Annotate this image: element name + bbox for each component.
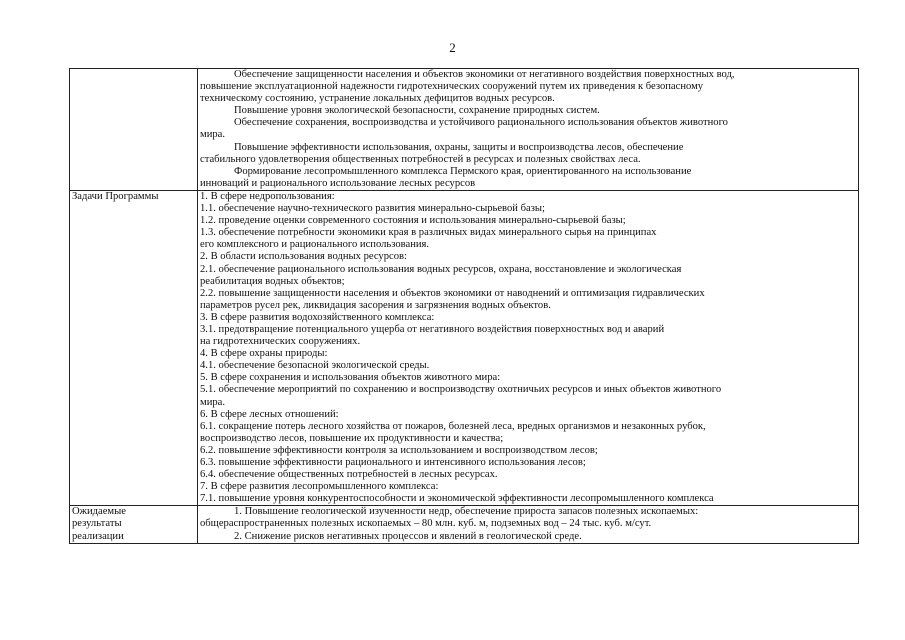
task-line: 7.1. повышение уровня конкурентоспособности и экономической эффективности лесопромышленного комплекса	[200, 493, 714, 505]
task-line: 5.1. обеспечение мероприятий по сохранению и воспроизводству охотничьих ресурсов и иных объектов животного	[200, 384, 722, 396]
task-line: его комплексного и рационального использования.	[200, 239, 430, 251]
task-line: воспроизводство лесов, повышение их продуктивности и качества;	[200, 432, 504, 444]
goals-text-cell	[198, 69, 859, 191]
task-line: 5. В сфере сохранения и использования объектов животного мира:	[200, 372, 501, 384]
tasks-row	[70, 190, 859, 505]
task-line: мира.	[200, 396, 226, 408]
task-line: 4. В сфере охраны природы:	[200, 348, 328, 360]
result-line: общераспространенных полезных ископаемых – 80 млн. куб. м, подземных вод – 24 тыс. куб. м/сут.	[200, 518, 652, 530]
result-line: 2. Снижение рисков негативных процессов и явлений в геологической среде.	[234, 530, 582, 542]
goals-line: Повышение эффективности использования, охраны, защиты и воспроизводства лесов, обеспечение	[234, 141, 684, 153]
task-line: реабилитация водных объектов;	[200, 275, 345, 287]
goals-row	[70, 69, 859, 191]
results-label-line: результаты	[72, 518, 122, 530]
task-line: 2.1. обеспечение рационального использования водных ресурсов, охрана, восстановление и экологическая	[200, 263, 682, 275]
results-label-line: Ожидаемые	[72, 506, 126, 518]
results-label-cell	[70, 506, 198, 543]
tasks-label-cell	[70, 190, 198, 505]
task-line: 6.4. обеспечение общественных потребностей в лесных ресурсах.	[200, 469, 498, 481]
goals-line: повышение эксплуатационной надежности гидротехнических сооружений путем их приведения к безопасному	[200, 81, 704, 93]
goals-line: Повышение уровня экологической безопасности, сохранение природных систем.	[234, 105, 600, 117]
task-line: 6.3. повышение эффективности рационального и интенсивного использования лесов;	[200, 457, 586, 468]
task-line: 6.2. повышение эффективности контроля за использованием и воспроизводством лесов;	[200, 444, 598, 456]
task-line: на гидротехнических сооружениях.	[200, 336, 361, 348]
task-line: 1.1. обеспечение научно-технического развития минерально-сырьевой базы;	[200, 203, 545, 215]
task-line: 1.2. проведение оценки современного состояния и использования минерально-сырьевой базы;	[200, 215, 626, 227]
goals-label-cell	[70, 69, 198, 191]
results-row	[70, 506, 859, 543]
goals-line: техническому состоянию, устранение локальных дефицитов водных ресурсов.	[200, 93, 555, 105]
goals-line: стабильного удовлетворения общественных потребностей в ресурсах и полезных свойствах леса.	[200, 153, 641, 165]
tasks-label: Задачи Программы	[72, 190, 159, 202]
task-line: 3.1. предотвращение потенциального ущерба от негативного воздействия поверхностных вод и аварий	[200, 323, 665, 335]
goals-line: Обеспечение сохранения, воспроизводства и устойчивого рационального использования объектов животного	[234, 117, 728, 129]
program-passport-table	[69, 68, 859, 544]
page-number: 2	[449, 40, 456, 55]
task-line: 6.1. сокращение потерь лесного хозяйства от пожаров, болезней леса, вредных организмов и незаконных рубок,	[200, 420, 706, 432]
results-label-line: реализации	[72, 530, 124, 542]
task-line: 1.3. обеспечение потребности экономики края в различных видах минерального сырья на принципах	[200, 227, 657, 239]
task-line: 1. В сфере недропользования:	[200, 190, 335, 202]
task-line: 6. В сфере лесных отношений:	[200, 408, 339, 420]
task-line: 2. В области использования водных ресурсов:	[200, 251, 407, 263]
task-line: 4.1. обеспечение безопасной экологической среды.	[200, 360, 430, 372]
goals-line: Обеспечение защищенности населения и объектов экономики от негативного воздействия поверхностных вод,	[234, 69, 735, 80]
goals-line: Формирование лесопромышленного комплекса Пермского края, ориентированного на использование	[234, 165, 692, 177]
task-line: 7. В сфере развития лесопромышленного комплекса:	[200, 481, 439, 493]
task-line: 3. В сфере развития водохозяйственного комплекса:	[200, 311, 435, 323]
result-line: 1. Повышение геологической изученности недр, обеспечение прироста запасов полезных ископаемых:	[234, 506, 699, 518]
task-line: параметров русел рек, ликвидация засорения и загрязнения водных объектов.	[200, 299, 551, 311]
task-line: 2.2. повышение защищенности населения и объектов экономики от наводнений и оптимизация гидравлических	[200, 287, 705, 299]
goals-line: инноваций и рационального использование лесных ресурсов	[200, 177, 476, 189]
goals-line: мира.	[200, 129, 226, 141]
tasks-text-cell	[198, 190, 859, 505]
results-text-cell	[198, 506, 859, 543]
